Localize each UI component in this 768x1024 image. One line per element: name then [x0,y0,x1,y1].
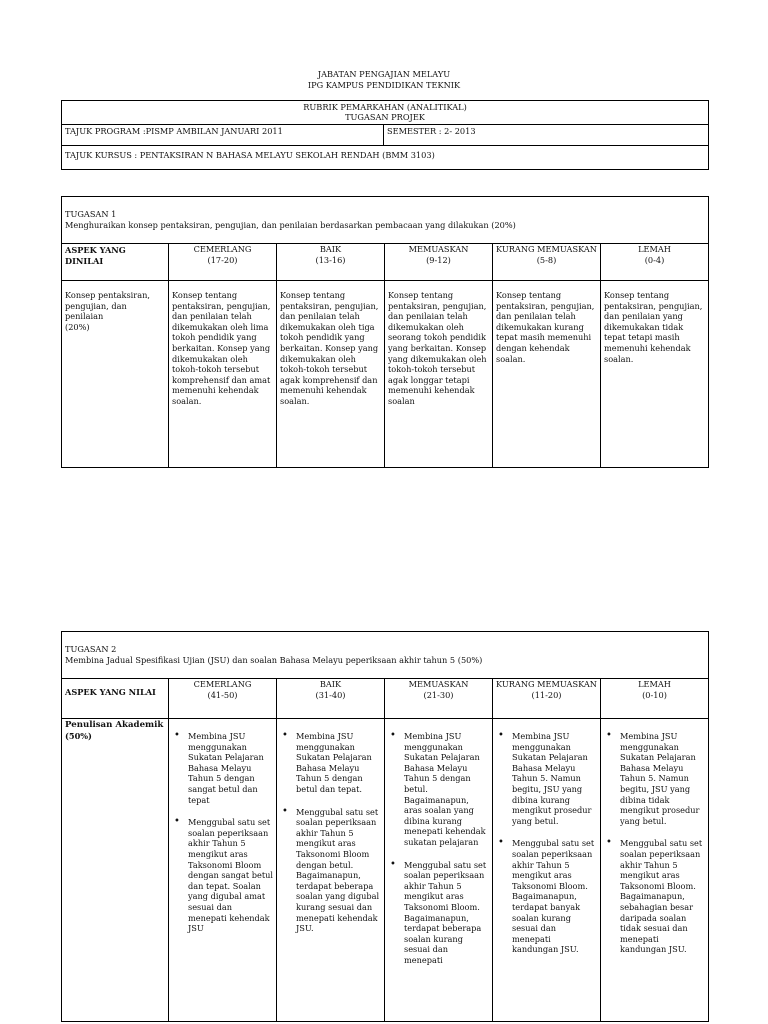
grade-name: KURANG MEMUASKAN [496,244,597,254]
grade-name: CEMERLANG [193,679,252,689]
task2-title: TUGASAN 2 [65,644,117,654]
task1-descriptor-cemerlang: Konsep tentang pentaksiran, pengujian, dan penilaian telah dikemukakan oleh lima tokoh pendidik yang berkaitan. Konsep yang dikemukakan oleh tokoh-tokoh tersebut komprehensif dan amat memenuhi kehendak soalan. [169,281,277,468]
list-item: • Membina JSU menggunakan Sukatan Pelajaran Bahasa Melayu Tahun 5 dengan betul dan tepat. [280,731,381,795]
grade-name: MEMUASKAN [408,679,469,689]
task1-heading-cell [62,197,709,244]
grade-range: (17-20) [207,254,238,265]
task2-description: Membina Jadual Spesifikasi Ujian (JSU) dan soalan Bahasa Melayu peperiksaan akhir tahun 5 (50%) [65,654,483,665]
grade-range: (41-50) [207,689,238,700]
grade-range: (5-8) [536,254,557,265]
grade-name: MEMUASKAN [408,244,469,254]
grade-range: (11-20) [531,689,562,700]
grade-name: LEMAH [638,244,671,254]
task1-table [61,196,709,468]
grade-range: (0-10) [642,689,667,700]
task1-descriptor-kurang-memuaskan: Konsep tentang pentaksiran, pengujian, dan penilaian telah dikemukakan kurang tepat masih memenuhi dengan kehendak soalan. [493,281,601,468]
task1-grade-lemah [601,244,709,281]
task2-grade-baik [277,679,385,719]
grade-name: LEMAH [638,679,671,689]
task2-aspect-weight: (50%) [65,730,92,741]
program-cell: TAJUK PROGRAM :PISMP AMBILAN JANUARI 2011 [62,125,384,146]
task1-aspect-header: ASPEK YANG DINILAI [62,244,169,281]
task2-table [61,631,709,1022]
task1-grade-memuaskan [385,244,493,281]
list-item: • Membina JSU menggunakan Sukatan Pelajaran Bahasa Melayu Tahun 5. Namun begitu, JSU yang dibina kurang mengikut prosedur yang betul. [496,731,597,826]
rubric-title: RUBRIK PEMARKAHAN (ANALITIKAL) [303,102,467,112]
task1-grade-baik [277,244,385,281]
task2-descriptor-lemah [601,719,709,1022]
grade-range: (31-40) [315,689,346,700]
grade-range: (0-4) [644,254,665,265]
list-item: • Menggubal satu set soalan peperiksaan akhir Tahun 5 mengikut aras Taksonomi Bloom. Bagaimanapun, terdapat banyak soalan kurang sesuai dan menepati kandungan JSU. [496,838,597,955]
task2-aspect-title: Penulisan Akademik [65,720,164,730]
semester-cell: SEMESTER : 2- 2013 [384,125,709,146]
task1-grade-kurang-memuaskan [493,244,601,281]
task2-descriptor-memuaskan [385,719,493,1022]
grade-range: (9-12) [426,254,451,265]
task1-descriptor-memuaskan: Konsep tentang pentaksiran, pengujian, dan penilaian telah dikemukakan oleh seorang tokoh pendidik yang berkaitan. Konsep yang dikemukakan oleh tokoh-tokoh tersebut agak longgar tetapi memenuhi kehendak soalan [385,281,493,468]
list-item: • Menggubal satu set soalan peperiksaan akhir Tahun 5 mengikut aras Taksonomi Bloom. Bagaimanapun, sebahagian besar daripada soalan tidak sesuai dan menepati kandungan JSU. [604,838,705,955]
task2-descriptor-kurang-memuaskan [493,719,601,1022]
department-title: JABATAN PENGAJIAN MELAYU [317,69,451,79]
grade-name: CEMERLANG [193,244,252,254]
task2-aspect [62,719,169,1022]
list-item: • Menggubal satu set soalan peperiksaan akhir Tahun 5 mengikut aras Taksonomi Bloom dengan sangat betul dan tepat. Soalan yang digubal amat sesuai dan menepati kehendak JSU [172,817,273,934]
list-item: • Membina JSU menggunakan Sukatan Pelajaran Bahasa Melayu Tahun 5. Namun begitu, JSU yang dibina tidak mengikut prosedur yang betul. [604,731,705,826]
list-item: • Menggubal satu set soalan peperiksaan akhir Tahun 5 mengikut aras Taksonomi Bloom dengan betul. Bagaimanapun, terdapat beberapa soalan yang digubal kurang sesuai dan menepati kehendak JSU. [280,807,381,934]
task1-descriptor-lemah: Konsep tentang pentaksiran, pengujian, dan penilaian yang dikemukakan tidak tepat tetapi masih memenuhi kehendak soalan. [601,281,709,468]
task2-grade-kurang-memuaskan [493,679,601,719]
list-item: • Membina JSU menggunakan Sukatan Pelajaran Bahasa Melayu Tahun 5 dengan sangat betul dan tepat [172,731,273,805]
course-cell: TAJUK KURSUS : PENTAKSIRAN N BAHASA MELAYU SEKOLAH RENDAH (BMM 3103) [62,146,709,170]
list-item: • Menggubal satu set soalan peperiksaan akhir Tahun 5 mengikut aras Taksonomi Bloom. Bagaimanapun, terdapat beberapa soalan kurang sesuai dan menepati [388,860,489,966]
grade-range: (21-30) [423,689,454,700]
task1-aspect: Konsep pentaksiran, pengujian, dan penilaian (20%) [62,281,169,468]
grade-name: KURANG MEMUASKAN [496,679,597,689]
task1-descriptor-baik: Konsep tentang pentaksiran, pengujian, dan penilaian telah dikemukakan oleh tiga tokoh pendidik yang berkaitan. Konsep yang dikemukakan oleh tokoh-tokoh tersebut agak komprehensif dan memenuhi kehendak soalan. [277,281,385,468]
task2-aspect-header: ASPEK YANG NILAI [62,679,169,719]
rubric-subtitle: TUGASAN PROJEK [345,112,425,122]
task2-descriptor-baik [277,719,385,1022]
list-item: • Membina JSU menggunakan Sukatan Pelajaran Bahasa Melayu Tahun 5 dengan betul. Bagaimanapun, aras soalan yang dibina kurang menepati kehendak sukatan pelajaran [388,731,489,848]
task1-grade-cemerlang [169,244,277,281]
task2-heading-cell [62,632,709,679]
task1-description: Menghuraikan konsep pentaksiran, pengujian, dan penilaian berdasarkan pembacaan yang dilakukan (20%) [65,219,516,230]
task2-descriptor-cemerlang [169,719,277,1022]
rubric-title-cell [62,101,709,125]
task1-title: TUGASAN 1 [65,209,117,219]
task2-grade-lemah [601,679,709,719]
task2-grade-memuaskan [385,679,493,719]
grade-name: BAIK [319,244,342,254]
grade-name: BAIK [319,679,342,689]
task2-grade-cemerlang [169,679,277,719]
campus-title: IPG KAMPUS PENDIDIKAN TEKNIK [307,80,461,90]
grade-range: (13-16) [315,254,346,265]
info-table [61,100,709,170]
